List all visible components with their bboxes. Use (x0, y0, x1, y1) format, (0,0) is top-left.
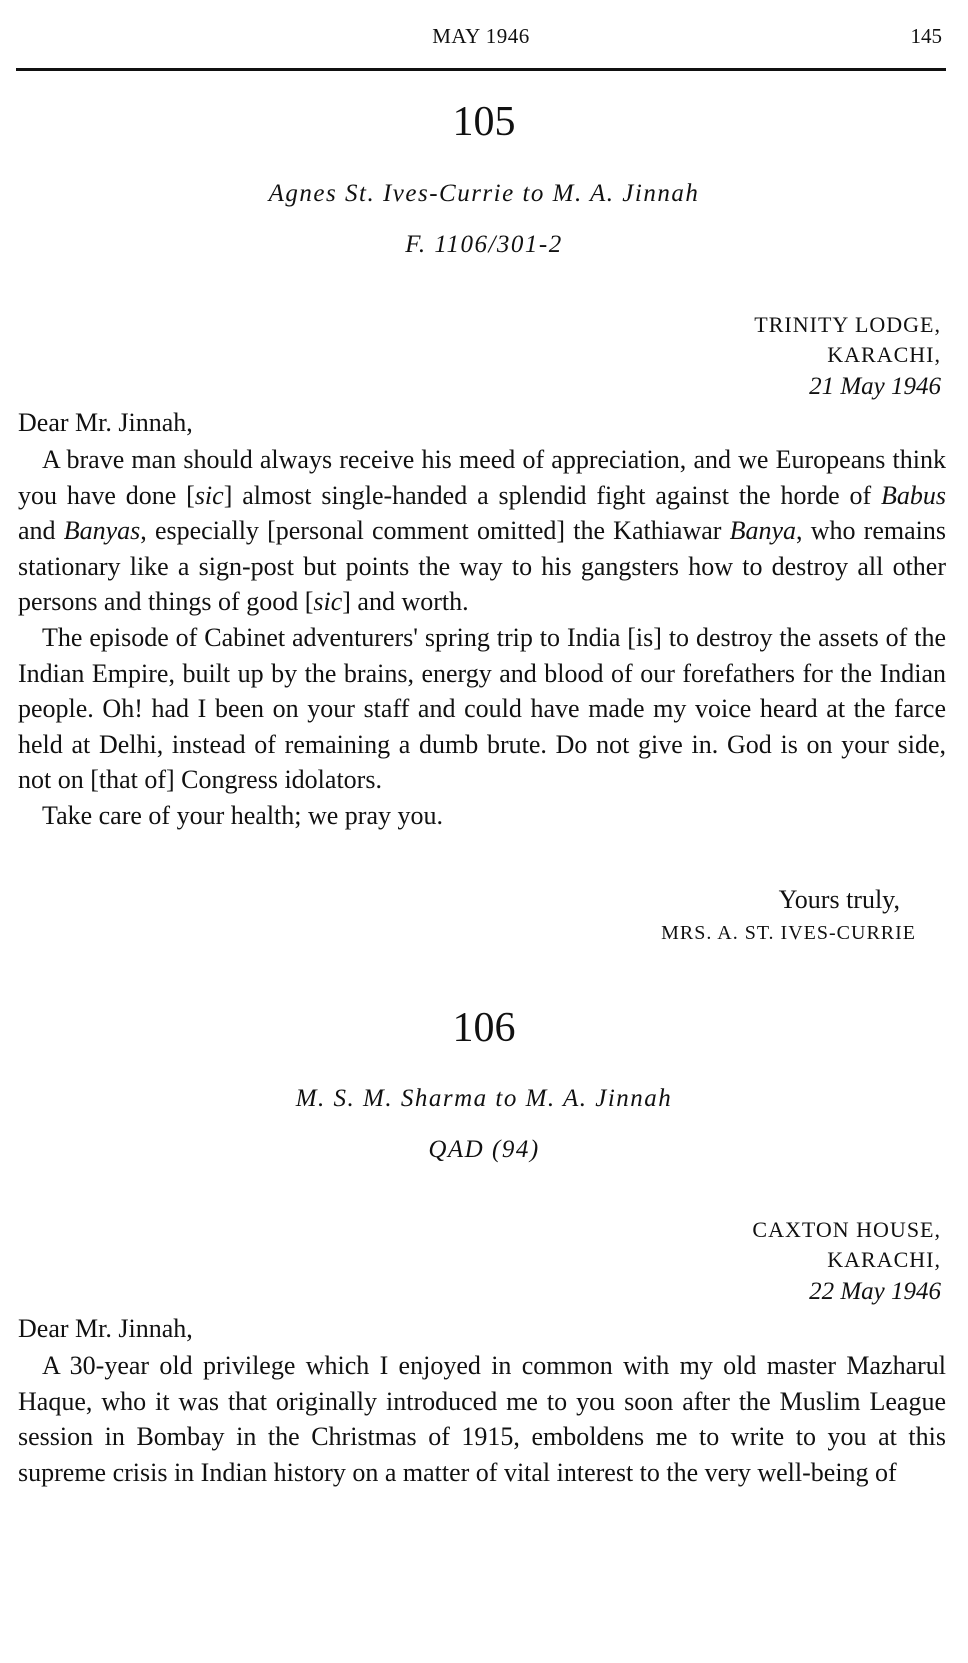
letter-date: 21 May 1946 (809, 373, 941, 400)
body-paragraph: A brave man should always receive his meed of appreciation, and we Europeans think you have done [sic] almost single-handed a splendid fight against the horde of Babus and Banyas, especially [personal comment omitted] the Kathiawar Banya, who remains stationary like a sign-post but points the way to his gangsters how to destroy all other persons and things of good [sic] and worth. (18, 445, 946, 617)
italic-term: sic (194, 480, 224, 510)
letter-number: 106 (452, 1005, 516, 1051)
letter-reference: QAD (94) (428, 1136, 540, 1163)
running-head-title: MAY 1946 (432, 24, 530, 48)
body-paragraph: The episode of Cabinet adventurers' spring trip to India [is] to destroy the assets of the Indian Empire, built up by the brains, energy and blood of our forefathers for the Indian people. Oh! had I been on your staff and could have made my voice heard at the farce held at Delhi, instead of remaining a dumb brute. Do not give in. God is on your side, not on [that of] Congress idolators. (18, 622, 946, 795)
closing: Yours truly, (778, 885, 900, 914)
signature: MRS. A. ST. IVES-CURRIE (661, 922, 916, 944)
letter-date: 22 May 1946 (809, 1278, 941, 1305)
italic-term: Banya (729, 516, 797, 546)
letter-body (18, 442, 946, 834)
italic-term: Babus (881, 480, 946, 510)
letter-body (18, 1348, 946, 1490)
letter-heading: Agnes St. Ives-Currie to M. A. Jinnah (268, 180, 700, 207)
letter-number: 105 (452, 99, 516, 145)
sender-address (752, 1215, 941, 1309)
letter-heading: M. S. M. Sharma to M. A. Jinnah (295, 1085, 673, 1112)
address-line: KARACHI, (827, 342, 941, 367)
letter-reference: F. 1106/301-2 (405, 231, 563, 258)
italic-term: Banyas (63, 516, 141, 546)
address-line: KARACHI, (827, 1247, 941, 1272)
salutation: Dear Mr. Jinnah, (18, 1314, 193, 1343)
address-line: CAXTON HOUSE, (752, 1217, 941, 1242)
running-head (20, 20, 942, 52)
body-paragraph: A 30-year old privilege which I enjoyed in common with my old master Mazharul Haque, who it was that originally introduced me to you soon after the Muslim League session in Bombay in the Christmas of 1915, emboldens me to write to you at this supreme crisis in Indian history on a matter of vital interest to the very well-being of (18, 1351, 946, 1487)
body-paragraph: Take care of your health; we pray you. (42, 800, 444, 830)
header-rule (16, 68, 946, 71)
address-line: TRINITY LODGE, (754, 312, 941, 337)
salutation: Dear Mr. Jinnah, (18, 408, 193, 437)
page-number: 145 (910, 24, 942, 48)
sender-address (754, 310, 941, 404)
italic-term: sic (313, 587, 343, 617)
